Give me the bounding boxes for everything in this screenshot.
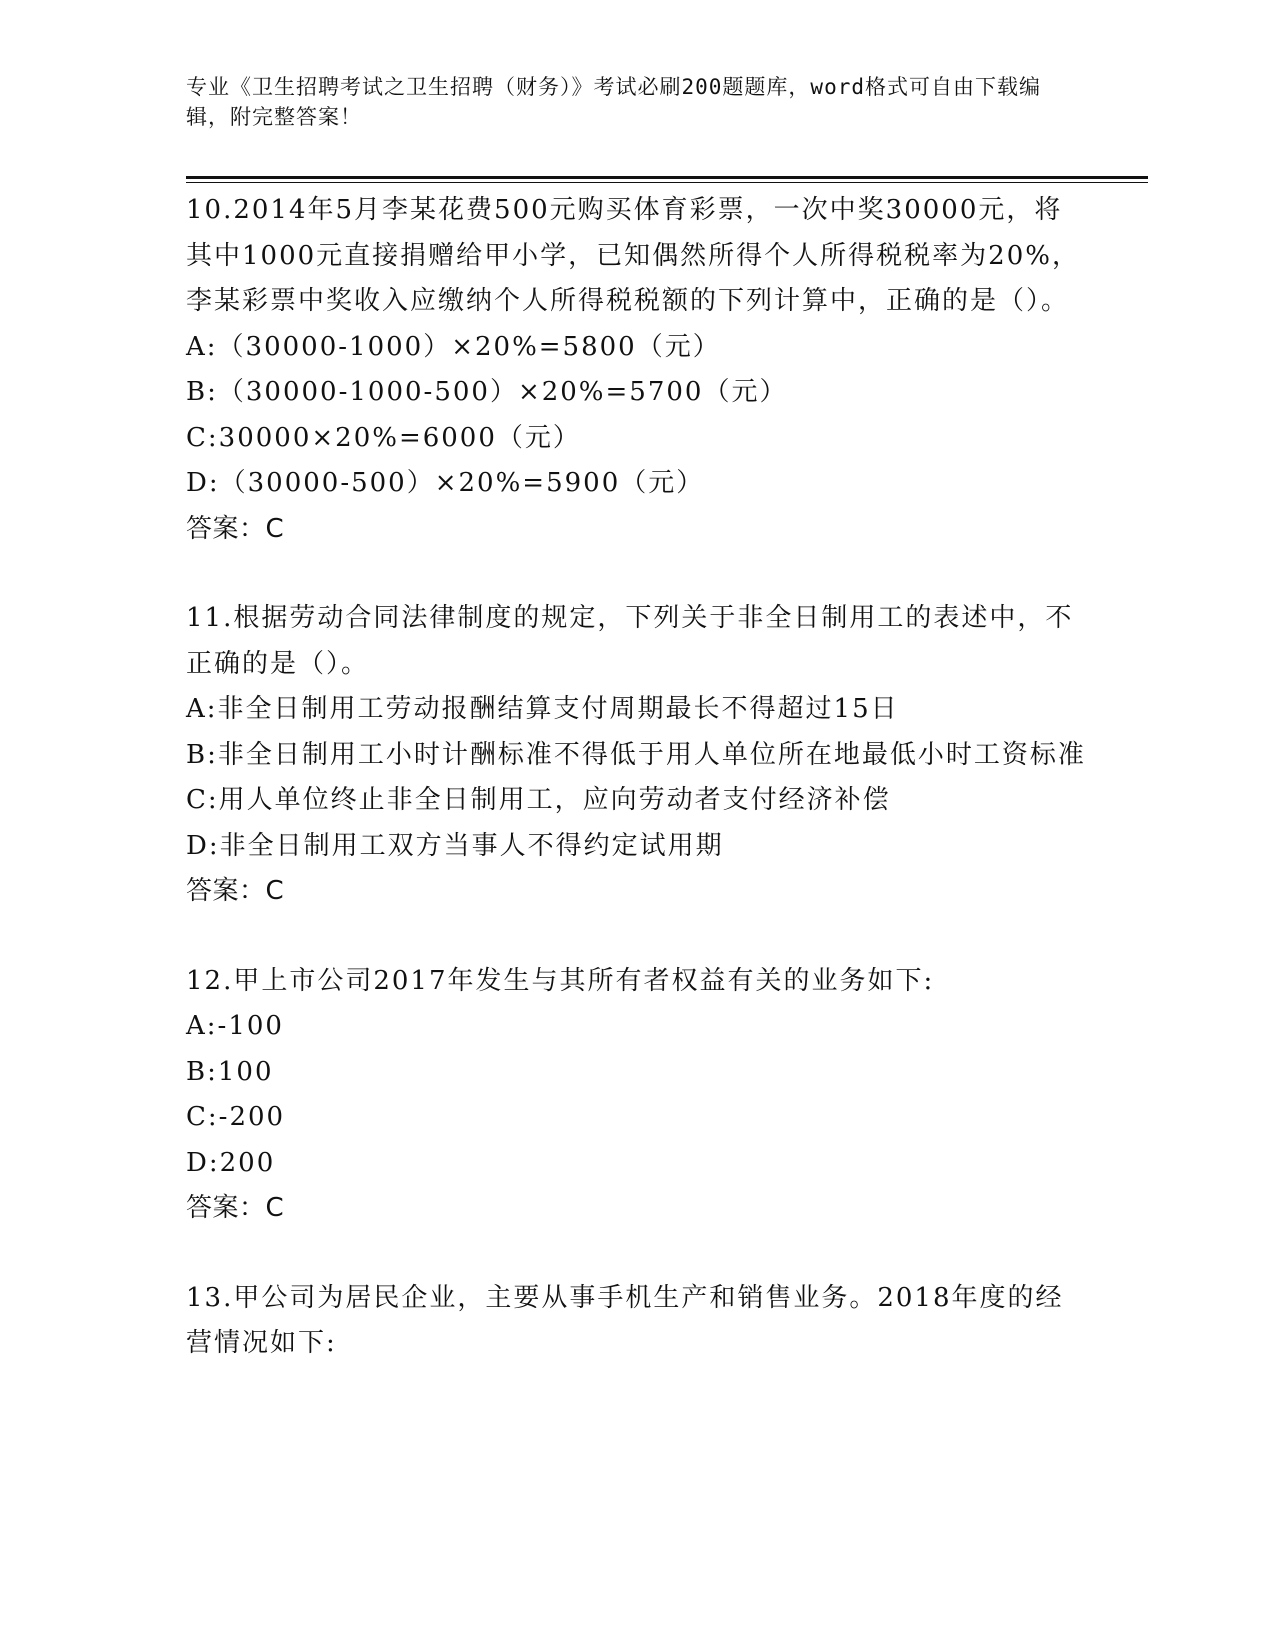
question-10 bbox=[186, 188, 1086, 552]
answer: 答案：C bbox=[186, 1193, 285, 1223]
option-b: B:非全日制用工小时计酬标准不得低于用人单位所在地最低小时工资标准 bbox=[186, 739, 1086, 770]
option-b: B:100 bbox=[186, 1056, 274, 1087]
question-text: 10.2014年5月李某花费500元购买体育彩票，一次中奖30000元，将其中1000元直接捐赠给甲小学，已知偶然所得个人所得税税率为20%，李某彩票中奖收入应缴纳个人所得税税额的下列计算中，正确的是（）。 bbox=[186, 195, 1080, 316]
option-b: B:（30000-1000-500）×20%=5700（元） bbox=[186, 377, 788, 407]
answer: 答案：C bbox=[186, 513, 285, 544]
document-header: 专业《卫生招聘考试之卫生招聘（财务）》考试必刷200题题库，word格式可自由下载编辑，附完整答案！ bbox=[186, 75, 1041, 129]
header-divider-thin bbox=[186, 182, 1148, 183]
option-d: D:（30000-500）×20%=5900（元） bbox=[186, 468, 705, 498]
option-d: D:非全日制用工双方当事人不得约定试用期 bbox=[186, 830, 724, 861]
question-11 bbox=[186, 596, 1086, 915]
question-list bbox=[186, 188, 1086, 1411]
option-c: C:-200 bbox=[186, 1102, 286, 1132]
option-a: A:非全日制用工劳动报酬结算支付周期最长不得超过15日 bbox=[186, 694, 899, 724]
option-d: D:200 bbox=[186, 1147, 276, 1178]
answer: 答案：C bbox=[186, 876, 285, 906]
question-13 bbox=[186, 1276, 1086, 1367]
question-12 bbox=[186, 959, 1086, 1232]
header-divider-thick bbox=[186, 176, 1148, 179]
question-text: 12.甲上市公司2017年发生与其所有者权益有关的业务如下: bbox=[186, 965, 935, 996]
option-a: A:（30000-1000）×20%=5800（元） bbox=[186, 331, 721, 362]
option-c: C:30000×20%=6000（元） bbox=[186, 422, 581, 453]
option-c: C:用人单位终止非全日制用工，应向劳动者支付经济补偿 bbox=[186, 785, 891, 815]
question-text: 11.根据劳动合同法律制度的规定，下列关于非全日制用工的表述中，不正确的是（）。 bbox=[186, 603, 1074, 679]
question-text: 13.甲公司为居民企业，主要从事手机生产和销售业务。2018年度的经营情况如下: bbox=[186, 1282, 1064, 1358]
option-a: A:-100 bbox=[186, 1011, 284, 1041]
